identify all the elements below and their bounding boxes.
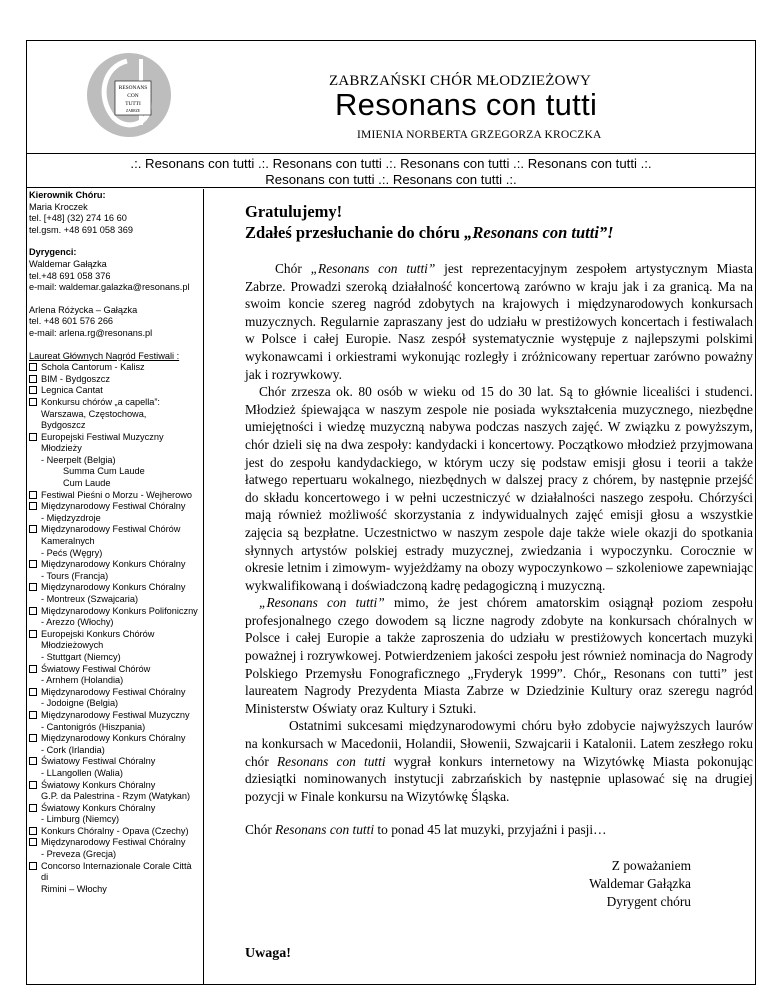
festival-line: G.P. da Palestrina - Rzym (Watykan) — [41, 791, 191, 802]
closing-line — [245, 821, 753, 839]
festival-item — [29, 490, 201, 502]
paragraph-recent — [245, 717, 753, 805]
festival-line: Europejski Konkurs Chórów Młodzieżowych — [41, 628, 155, 651]
paragraph-intro — [245, 260, 753, 383]
festival-item — [29, 582, 201, 605]
header-super-title: ZABRZAŃSKI CHÓR MŁODZIEŻOWY — [329, 73, 592, 89]
checkbox-bullet-icon — [29, 491, 37, 499]
festival-list — [29, 362, 201, 895]
festival-line: - Jodoigne (Belgia) — [41, 698, 119, 709]
conductor2-phone: tel. +48 601 576 266 — [29, 316, 114, 327]
marquee-banner — [27, 154, 755, 188]
festival-line: Rimini – Włochy — [41, 883, 107, 894]
festival-item — [29, 803, 201, 826]
conductor1-phone: tel.+48 691 058 376 — [29, 270, 111, 281]
closing-pre: Chór — [245, 822, 276, 838]
checkbox-bullet-icon — [29, 711, 37, 719]
checkbox-bullet-icon — [29, 583, 37, 591]
festival-item — [29, 606, 201, 629]
festival-item — [29, 826, 201, 838]
festival-line: Światowy Festiwal Chóralny — [41, 756, 156, 767]
conductors-label: Dyrygenci: — [29, 247, 77, 258]
column-divider — [203, 189, 204, 985]
festival-line: Międzynarodowy Konkurs Chóralny — [41, 582, 186, 593]
p2-text: Chór zrzesza ok. 80 osób w wieku od 15 do 30 lat. Są to głównie licealiści i studenci. Młodzież śpiewająca w naszym zespole nie posiada wykształcenia muzycznego, niezbędne umiejętności i wiedzę muzyczną nabywa podczas naszych zajęć. W związku z powyższym, chór dzieli się na dwa zespoły: kandydacki i koncertowy. Początkowo młodzież przyjmowana jest do zespołu kandydackiego, w którym uczy się podstaw emisji głosu i teorii a także łatwego repertuaru wokalnego, niezbędnych w dalszej pracy z chórem, by następnie przejść do składu koncertowego i w pełni uczestniczyć w działalności naszego zespołu. Chórzyści mają również możliwość skorzystania z indywidualnych zajęć emisji głosu a wszystkie zajęcia są bezpłatne. Uczestnictwo w naszym zespole daje także wiele okazji do spotkania słynnych artystów polskiej estrady muzycznej, zwiedzania i wypoczynku. Corocznie w okresie letnim i zimowym- wyjeżdżamy na obozy wypoczynkowo – szkoleniowe zapewniając wykwalifikowaną i doświadczoną kadrę pedagogiczną i muzyczną. — [245, 384, 753, 593]
letter-body — [245, 201, 753, 963]
p4-pre: Ostatnimi sukcesami międzynarodowymi chóru było zdobycie najwyższych laurów na konkursach w Macedonii, Holandii, Słowenii, Szwajcarii i Katalonii. Latem zeszłego roku chór — [245, 718, 753, 769]
header-title: Resonans con tutti — [335, 87, 598, 122]
festival-line: - Neerpelt (Belgia) — [41, 454, 116, 465]
festival-line: - Pećs (Węgry) — [41, 547, 103, 558]
checkbox-bullet-icon — [29, 607, 37, 615]
director-name: Maria Kroczek — [29, 201, 88, 212]
festival-line: Międzynarodowy Festiwal Chóralny — [41, 837, 186, 848]
festival-line: Międzynarodowy Konkurs Polifoniczny — [41, 605, 198, 616]
festival-line: Europejski Festiwal Muzyczny Młodzieży — [41, 431, 164, 454]
festival-line: Międzynarodowy Festiwal Chóralny — [41, 501, 186, 512]
festival-item — [29, 432, 201, 490]
p4-text: wygrał konkurs internetowy na Wizytówkę Miasta pokonując dziesiątki nominowanych instytucji zabrzańskich by następnie uplasować się na drugiej pozycji w Finale konkursu na Wizytówkę Śląska. — [245, 753, 753, 804]
heading-passed-text: Zdałeś przesłuchanie do chóru — [245, 223, 465, 242]
p3-text: mimo, że jest chórem amatorskim osiągnął poziom zespołu profesjonalnego czego dowodem są liczne nagrody zdobyte na konkursach chóralnych w Polsce i całej Europie a także zaproszenia do udziału w prestiżowych koncertach muzyki poważnej i rozrywkowej. Potwierdzeniem jakości zespołu jest również nominacja do Nagrody Polskiego Przemysłu Fonograficznego „Fryderyk 1999”. Chór„ Resonans con tutti” jest laureatem Nagrody Prezydenta Miasta Zabrze w Dziedzinie Kultury oraz szeregu nagród Ministerstw Oświaty oraz Kultury i Sztuki. — [245, 595, 753, 716]
festival-line: - Tours (Francja) — [41, 570, 109, 581]
logo-line-4: ZABRZE — [126, 109, 140, 113]
festival-item — [29, 559, 201, 582]
p1-text: jest reprezentacyjnym zespołem artystycznym Miasta Zabrze. Prowadzi szeroką działalność koncertową zarówno w kraju jak i za granicą. Ma na swoim koncie szereg nagród zdobytych na krajowych i międzynarodowych konkursach muzycznych. Regularnie zapraszany jest do udziału w prestiżowych koncertach i festiwalach w Polsce i całej Europie. Nasz zespół systematycznie występuje z najlepszymi polskimi wykonawcami i orkiestrami wykonując rozległy i zróżnicowany repertuar zarówno poważny jak i rozrywkowy. — [245, 261, 753, 382]
logo-line-2: CON — [127, 93, 139, 99]
checkbox-bullet-icon — [29, 665, 37, 673]
conductor2-name: Arlena Różycka – Gałązka — [29, 304, 138, 315]
checkbox-bullet-icon — [29, 757, 37, 765]
festival-line: Konkurs Chóralny - Opava (Czechy) — [41, 825, 189, 836]
festival-item — [29, 629, 201, 664]
note-heading: Uwaga! — [245, 946, 291, 961]
heading-choir-name: „Resonans con tutti”! — [464, 223, 614, 242]
conductor-block-1 — [29, 247, 201, 293]
festival-line: - Międzyzdroje — [41, 512, 101, 523]
checkbox-bullet-icon — [29, 433, 37, 441]
festival-line: Kameralnych — [41, 536, 95, 547]
festival-item — [29, 733, 201, 756]
director-phone: tel. [+48] (32) 274 16 60 — [29, 213, 127, 224]
checkbox-bullet-icon — [29, 688, 37, 696]
checkbox-bullet-icon — [29, 560, 37, 568]
festival-item — [29, 687, 201, 710]
paragraph-achievements — [245, 594, 753, 717]
festival-line: - LLangollen (Walia) — [41, 767, 123, 778]
festival-line: - Cantonigrós (Hiszpania) — [41, 721, 146, 732]
closing-text: to ponad 45 lat muzyki, przyjaźni i pasji… — [374, 822, 607, 838]
conductor1-name: Waldemar Gałązka — [29, 258, 107, 269]
checkbox-bullet-icon — [29, 375, 37, 383]
festival-item — [29, 385, 201, 397]
festival-item — [29, 861, 201, 896]
closing-choir-name: Resonans con tutti — [275, 822, 375, 838]
festival-item — [29, 397, 201, 432]
festival-item — [29, 780, 201, 803]
festival-line: Festiwal Pieśni o Morzu - Wejherowo — [41, 489, 192, 500]
checkbox-bullet-icon — [29, 386, 37, 394]
festival-award: Cum Laude — [63, 478, 111, 489]
signature-name: Waldemar Gałązka — [589, 876, 691, 891]
festival-item — [29, 501, 201, 524]
conductor2-email[interactable]: e-mail: arlena.rg@resonans.pl — [29, 327, 153, 338]
festival-item — [29, 710, 201, 733]
checkbox-bullet-icon — [29, 502, 37, 510]
festival-line: Międzynarodowy Festiwal Chórów — [41, 524, 181, 535]
festival-award: Summa Cum Laude — [63, 466, 145, 477]
festival-line: Światowy Konkurs Chóralny — [41, 779, 156, 790]
festival-item — [29, 524, 201, 559]
p1-choir-name: „Resonans con tutti” — [310, 261, 436, 276]
festival-line: - Stuttgart (Niemcy) — [41, 651, 121, 662]
festival-line: Concorso Internazionale Corale Città di — [41, 860, 192, 883]
conductor1-email[interactable]: e-mail: waldemar.galazka@resonans.pl — [29, 282, 190, 293]
festival-line: Legnica Cantat — [41, 385, 103, 396]
checkbox-bullet-icon — [29, 781, 37, 789]
checkbox-bullet-icon — [29, 862, 37, 870]
festival-line: Warszawa, Częstochowa, — [41, 408, 147, 419]
festival-item — [29, 664, 201, 687]
festival-line: Międzynarodowy Festiwal Muzyczny — [41, 709, 190, 720]
festival-line: - Arezzo (Włochy) — [41, 617, 114, 628]
signature-greeting: Z poważaniem — [611, 858, 691, 873]
festival-line: Międzynarodowy Festiwal Chóralny — [41, 686, 186, 697]
p4-choir-name: Resonans con tutti — [276, 753, 386, 769]
checkbox-bullet-icon — [29, 363, 37, 371]
p3-choir-name: „Resonans con tutti” — [259, 595, 385, 611]
p1-pre: Chór — [275, 261, 311, 276]
festival-line: Schola Cantorum - Kalisz — [41, 362, 145, 373]
festival-item — [29, 374, 201, 386]
checkbox-bullet-icon — [29, 398, 37, 406]
festival-line: Międzynarodowy Konkurs Chóralny — [41, 733, 186, 744]
festival-line: - Cork (Irlandia) — [41, 744, 105, 755]
festival-line: Międzynarodowy Konkurs Chóralny — [41, 559, 186, 570]
festival-line: Bydgoszcz — [41, 420, 86, 431]
festival-item — [29, 756, 201, 779]
header-subtitle: IMIENIA NORBERTA GRZEGORZA KROCZKA — [357, 129, 602, 141]
checkbox-bullet-icon — [29, 827, 37, 835]
laureat-label: Laureat Głównych Nagród Festiwali : — [29, 350, 180, 361]
paragraph-members — [245, 383, 753, 594]
festival-line: - Preveza (Grecja) — [41, 849, 117, 860]
festival-line: Konkursu chórów „a capella”: — [41, 396, 160, 407]
festival-line: BIM - Bydgoszcz — [41, 373, 110, 384]
checkbox-bullet-icon — [29, 525, 37, 533]
checkbox-bullet-icon — [29, 838, 37, 846]
marquee-line-2: Resonans con tutti .:. Resonans con tutti .:. — [265, 172, 517, 187]
festival-item — [29, 837, 201, 860]
festival-line: Światowy Festiwal Chórów — [41, 663, 151, 674]
checkbox-bullet-icon — [29, 630, 37, 638]
checkbox-bullet-icon — [29, 804, 37, 812]
logo-line-3: TUTTI — [125, 101, 141, 107]
header — [27, 41, 755, 154]
heading-congrats: Gratulujemy! — [245, 202, 343, 221]
letter-page — [26, 40, 756, 985]
signature-block — [245, 857, 753, 911]
marquee-line-1: .:. Resonans con tutti .:. Resonans con tutti .:. Resonans con tutti .:. Resonans con tutti .:. — [130, 156, 652, 171]
director-mobile: tel.gsm. +48 691 058 369 — [29, 224, 133, 235]
festival-line: - Montreux (Szwajcaria) — [41, 594, 139, 604]
choir-logo — [85, 51, 173, 139]
sidebar — [29, 190, 201, 895]
signature-role: Dyrygent chóru — [606, 894, 691, 909]
festival-line: - Limburg (Niemcy) — [41, 814, 120, 825]
conductor-block-2 — [29, 305, 201, 340]
checkbox-bullet-icon — [29, 734, 37, 742]
festival-line: - Arnhem (Holandia) — [41, 675, 124, 686]
logo-line-1: RESONANS — [118, 85, 148, 91]
director-block — [29, 190, 201, 236]
festival-line: Światowy Konkurs Chóralny — [41, 802, 156, 813]
director-label: Kierownik Chóru: — [29, 190, 106, 200]
festival-item — [29, 362, 201, 374]
heading-passed — [245, 222, 753, 243]
